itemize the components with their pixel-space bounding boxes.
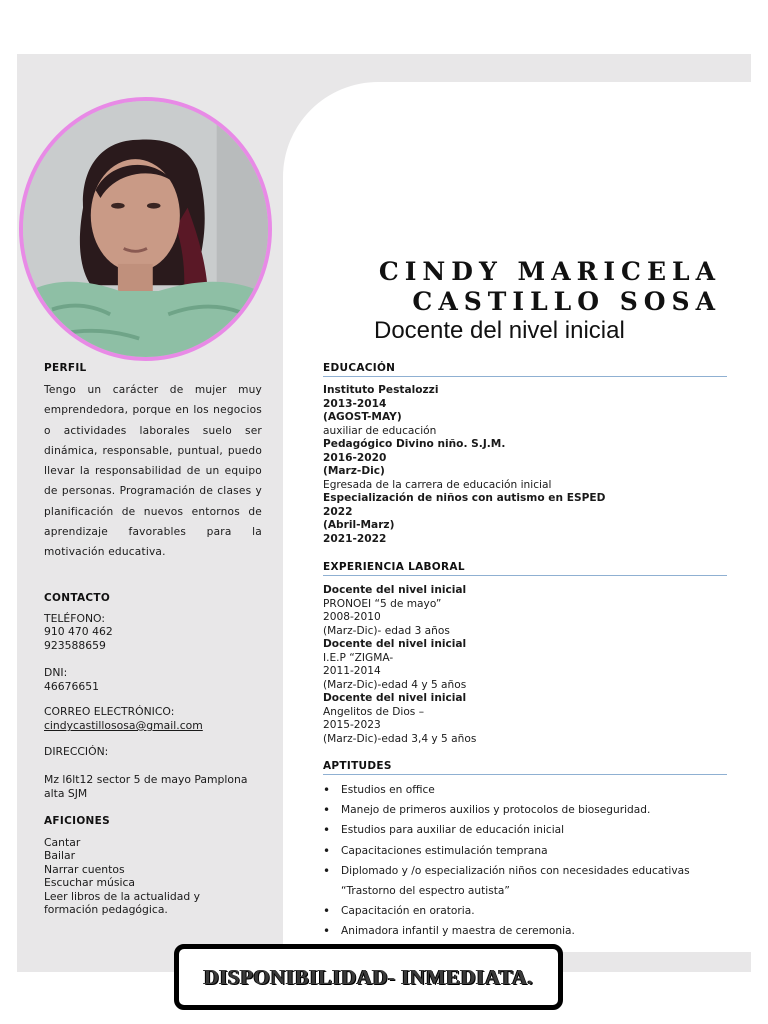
edu-line: auxiliar de educación [323,424,437,437]
edu-line: Egresada de la carrera de educación inicial [323,478,552,491]
aptitudes-list [323,780,733,942]
dni-value: 46676651 [44,680,99,693]
candidate-name-first: CINDY MARICELA [378,257,721,286]
exp-line: I.E.P “ZIGMA- [323,651,394,664]
exp-line: Angelitos de Dios – [323,705,424,718]
list-item: • Diplomado y /o especialización niños con necesidades educativas “Trastorno del espectro autista” [323,861,733,901]
exp-line: Docente del nivel inicial [323,692,467,704]
aficiones-heading: AFICIONES [44,815,110,827]
phone-label: TELÉFONO: [44,612,105,625]
list-item: Escuchar música [44,876,136,890]
portrait-illustration [23,101,268,357]
profile-photo [19,97,272,361]
list-item: • Capacitación en oratoria. [323,901,733,921]
exp-line: (Marz-Dic)-edad 4 y 5 años [323,678,467,691]
list-item: • Manejo de primeros auxilios y protocolos de bioseguridad. [323,800,733,820]
list-item: Cantar [44,836,81,849]
educacion-heading: EDUCACIÓN [323,362,727,377]
list-item: formación pedagógica. [44,903,168,917]
email-label: CORREO ELECTRÓNICO: [44,705,175,718]
perfil-heading: PERFIL [44,362,87,374]
list-item: Narrar cuentos [44,862,125,876]
address-line-1: Mz l6lt12 sector 5 de mayo Pamplona [44,773,248,786]
edu-line: (Marz-Dic) [323,465,385,477]
exp-line: (Marz-Dic)-edad 3,4 y 5 años [323,732,477,745]
exp-line: Docente del nivel inicial [323,584,467,596]
edu-line: (Abril-Marz) [323,519,395,531]
candidate-name-last: CASTILLO SOSA [412,287,721,316]
aptitudes-heading: APTITUDES [323,760,727,775]
exp-line: 2015-2023 [323,719,381,731]
job-title: Docente del nivel inicial [374,317,625,344]
address-line-2: alta SJM [44,787,88,800]
list-item: Bailar [44,849,76,863]
aficiones-list [44,836,200,916]
availability-box [174,944,563,1010]
exp-line: Docente del nivel inicial [323,638,467,650]
edu-line: Pedagógico Divino niño. S.J.M. [323,438,506,450]
edu-line: Instituto Pestalozzi [323,384,439,396]
list-item: • Capacitaciones estimulación temprana [323,841,733,861]
phone-number-1: 910 470 462 [44,625,113,638]
edu-line: (AGOST-MAY) [323,411,402,423]
phone-number-2: 923588659 [44,639,106,652]
exp-line: PRONOEI “5 de mayo” [323,597,442,610]
availability-text: DISPONIBILIDAD- INMEDIATA. [203,964,534,989]
perfil-text: Tengo un carácter de mujer muy emprendedora, porque en los negocios o actividades laborales suelo ser dinámica, responsable, puntual, puedo llevar la responsabilidad de un equipo de personas. Programación de clases y planificación de nuevos entornos de aprendizaje favorables para la motivación educativa. [44,384,262,559]
edu-line: 2021-2022 [323,532,387,545]
edu-line: 2016-2020 [323,451,387,464]
edu-line: Especialización de niños con autismo en ESPED [323,492,606,504]
dni-label: DNI: [44,666,68,679]
list-item: • Animadora infantil y maestra de ceremonia. [323,921,733,941]
address-label: DIRECCIÓN: [44,745,109,758]
experiencia-heading: EXPERIENCIA LABORAL [323,561,727,576]
list-item: Leer libros de la actualidad y [44,889,201,903]
list-item: • Estudios en office [323,780,733,800]
educacion-entries [323,384,605,546]
exp-line: (Marz-Dic)- edad 3 años [323,624,450,637]
edu-line: 2013-2014 [323,397,387,410]
edu-line: 2022 [323,505,353,518]
email-link[interactable]: cindycastillososa@gmail.com [44,719,203,732]
contacto-heading: CONTACTO [44,592,111,604]
experiencia-entries [323,584,476,746]
exp-line: 2011-2014 [323,665,381,677]
list-item: • Estudios para auxiliar de educación inicial [323,820,733,840]
exp-line: 2008-2010 [323,611,381,623]
